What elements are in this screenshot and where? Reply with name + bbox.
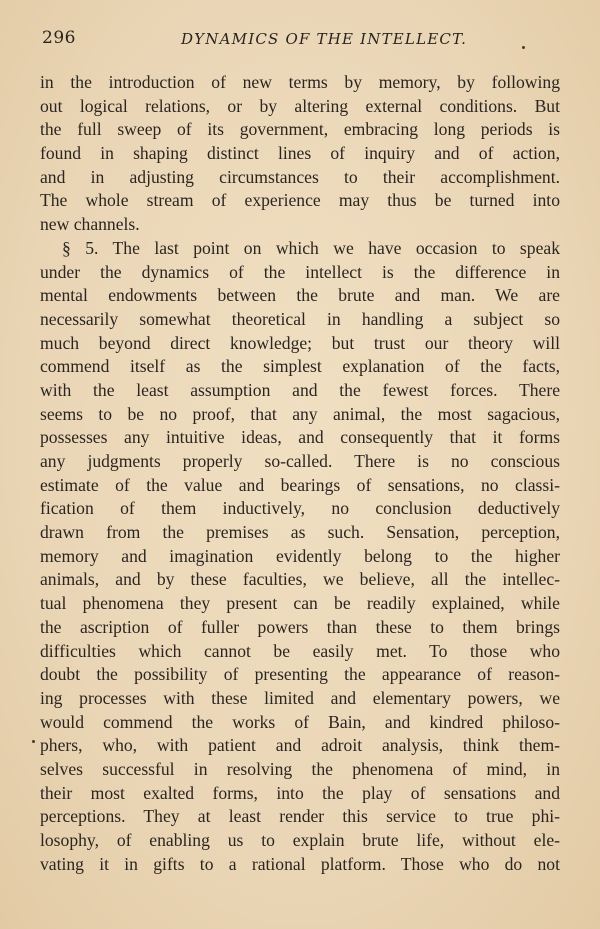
text-line: possesses any intuitive ideas, and consequently that it forms — [40, 427, 560, 448]
text-line: fication of them inductively, no conclusion deductively — [40, 498, 560, 519]
running-title: DYNAMICS OF THE INTELLECT. — [180, 30, 468, 48]
text-line: under the dynamics of the intellect is the difference in — [40, 261, 560, 282]
text-line: difficulties which cannot be easily met. To those who — [40, 640, 560, 661]
ink-speck — [522, 46, 525, 49]
text-line: and in adjusting circumstances to their accomplishment. — [40, 166, 560, 187]
text-line: tual phenomena they present can be readily explained, while — [40, 593, 560, 614]
text-line: the ascription of fuller powers than these to them brings — [40, 616, 560, 637]
text-line: mental endowments between the brute and man. We are — [40, 285, 560, 306]
page-header — [42, 28, 560, 54]
section-heading-line: § 5. The last point on which we have occasion to speak — [62, 237, 560, 258]
text-line: seems to be no proof, that any animal, the most sagacious, — [40, 403, 560, 424]
text-line: losophy, of enabling us to explain brute life, without ele- — [40, 830, 560, 850]
body-text — [40, 71, 560, 876]
text-line: estimate of the value and bearings of sensations, no classi- — [40, 474, 560, 495]
text-line: new channels. — [40, 214, 140, 235]
text-line: much beyond direct knowledge; but trust our theory will — [40, 332, 560, 353]
page-number: 296 — [42, 28, 76, 48]
text-line: any judgments properly so-called. There is no conscious — [40, 451, 560, 471]
text-line: necessarily somewhat theoretical in handling a subject so — [40, 308, 560, 329]
text-line: memory and imagination evidently belong to the higher — [40, 545, 560, 566]
text-line: found in shaping distinct lines of inquiry and of action, — [40, 143, 560, 164]
text-line: The whole stream of experience may thus be turned into — [40, 190, 560, 211]
text-line: their most exalted forms, into the play of sensations and — [40, 782, 560, 803]
text-line: drawn from the premises as such. Sensation, perception, — [40, 522, 560, 543]
text-line: with the least assumption and the fewest forces. There — [40, 379, 560, 400]
text-line: out logical relations, or by altering external conditions. But — [40, 95, 560, 116]
text-line: doubt the possibility of presenting the appearance of reason- — [40, 664, 560, 685]
text-line: selves successful in resolving the phenomena of mind, in — [40, 758, 560, 779]
text-line: perceptions. They at least render this service to true phi- — [40, 806, 560, 827]
text-line: in the introduction of new terms by memory, by following — [40, 72, 560, 92]
ink-speck — [32, 740, 35, 743]
text-line: phers, who, with patient and adroit analysis, think them- — [40, 735, 560, 756]
text-line: animals, and by these faculties, we believe, all the intellec- — [40, 569, 560, 590]
text-line: vating it in gifts to a rational platform. Those who do not — [40, 853, 560, 874]
text-line: the full sweep of its government, embracing long periods is — [40, 119, 560, 140]
text-line: ing processes with these limited and elementary powers, we — [40, 687, 560, 708]
text-line: would commend the works of Bain, and kindred philoso- — [40, 711, 560, 732]
text-line: commend itself as the simplest explanation of the facts, — [40, 356, 560, 377]
